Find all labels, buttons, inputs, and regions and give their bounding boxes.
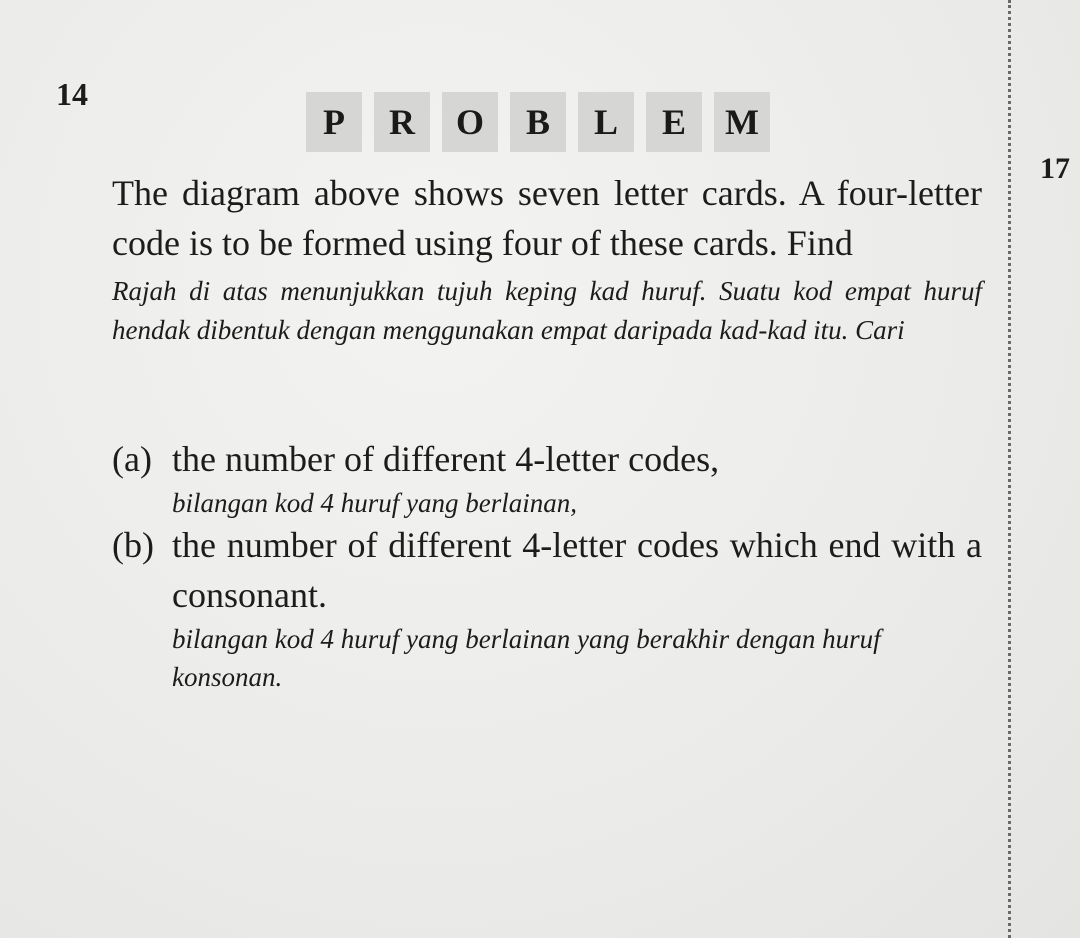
part-b (112, 520, 982, 696)
part-a-malay: bilangan kod 4 huruf yang berlainan, (172, 488, 577, 518)
letter-card: P (306, 92, 362, 152)
stem-malay: Rajah di atas menunjukkan tujuh keping kad huruf. Suatu kod empat huruf hendak dibentuk dengan menggunakan empat daripada kad-kad itu. Cari (112, 276, 982, 345)
part-a (112, 434, 982, 522)
letter-card: E (646, 92, 702, 152)
letter-card: O (442, 92, 498, 152)
letter-card: B (510, 92, 566, 152)
part-a-label: (a) (112, 439, 152, 479)
part-b-malay: bilangan kod 4 huruf yang berlainan yang berakhir dengan huruf konsonan. (172, 624, 881, 692)
letter-card: M (714, 92, 770, 152)
letter-cards (306, 92, 770, 152)
letter-card: R (374, 92, 430, 152)
question-number: 14 (56, 76, 88, 112)
part-b-label: (b) (112, 525, 154, 565)
stem-english: The diagram above shows seven letter cards. A four-letter code is to be formed using four of these cards. Find (112, 173, 982, 263)
letter-card: L (578, 92, 634, 152)
part-a-english: the number of different 4-letter codes, (172, 439, 720, 479)
question-stem (112, 168, 982, 350)
part-b-english: the number of different 4-letter codes which end with a consonant. (172, 525, 982, 615)
next-page-question-number: 17 (1040, 152, 1070, 185)
page-divider (1008, 0, 1011, 938)
